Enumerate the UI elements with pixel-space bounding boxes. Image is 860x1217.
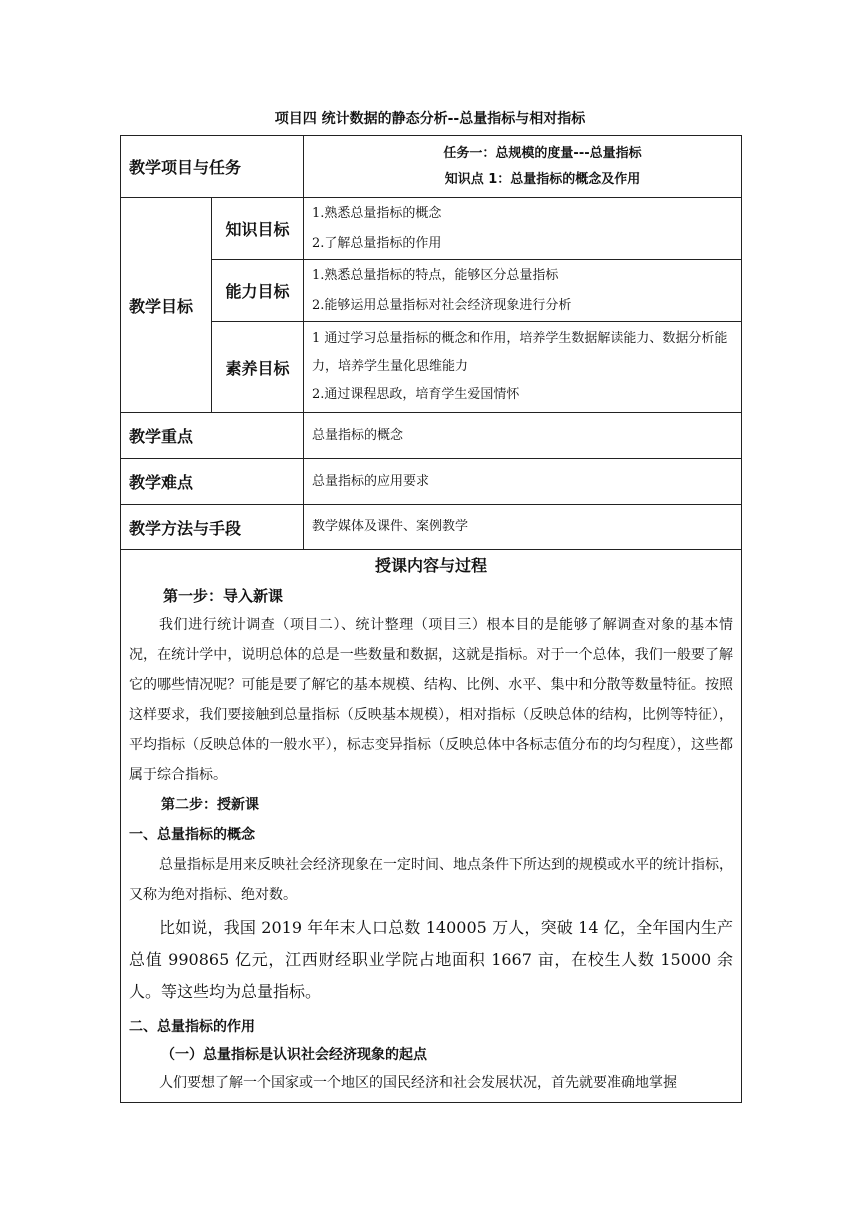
- ability-objective-cell: [304, 260, 742, 322]
- page-title: 项目四 统计数据的静态分析--总量指标与相对指标: [274, 111, 586, 127]
- step-one-heading: 第一步：导入新课: [163, 587, 284, 605]
- ability-objective-item: 1.熟悉总量指标的特点，能够区分总量指标: [312, 267, 559, 283]
- literacy-objective-label: 素养目标: [212, 322, 304, 413]
- knowledge-point-title: 知识点 1：总量指标的概念及作用: [444, 171, 641, 187]
- objectives-label: 教学目标: [121, 198, 212, 413]
- objective-ability-row: [121, 260, 742, 322]
- ability-objective-label: 能力目标: [212, 260, 304, 322]
- difficulty-label: 教学难点: [121, 459, 304, 505]
- content-cell: [121, 550, 742, 1103]
- key-point-value: 总量指标的概念: [304, 413, 742, 459]
- objective-literacy-row: [121, 322, 742, 413]
- knowledge-objective-label: 知识目标: [212, 198, 304, 260]
- objective-knowledge-row: [121, 198, 742, 260]
- methods-value: 教学媒体及课件、案例教学: [304, 505, 742, 550]
- section-one-paragraph: 总量指标是用来反映社会经济现象在一定时间、地点条件下所达到的规模或水平的统计指标，又称为绝对指标、绝对数。: [129, 857, 734, 903]
- section-one-heading: 一、总量指标的概念: [129, 827, 255, 843]
- section-two-subheading: （一）总量指标是认识社会经济现象的起点: [161, 1047, 427, 1063]
- ability-objective-item: 2.能够运用总量指标对社会经济现象进行分析: [312, 297, 572, 313]
- literacy-objective-cell: [304, 322, 742, 413]
- intro-paragraph: 我们进行统计调查（项目二）、统计整理（项目三）根本目的是能够了解调查对象的基本情况，在统计学中，说明总体的总是一些数量和数据，这就是指标。对于一个总体，我们一般要了解它的哪些情况呢？可能是要了解它的基本规模、结构、比例、水平、集中和分散等数量特征。按照这样要求，我们要接触到总量指标（反映基本规模），相对指标（反映总体的结构，比例等特征），平均指标（反映总体的一般水平），标志变异指标（反映总体中各标志值分布的均匀程度），这些都属于综合指标。: [129, 617, 734, 783]
- knowledge-objective-cell: [304, 198, 742, 260]
- task-row: [121, 136, 742, 198]
- key-point-label: 教学重点: [121, 413, 304, 459]
- knowledge-objective-item: 1.熟悉总量指标的概念: [312, 205, 442, 221]
- content-title: 授课内容与过程: [375, 556, 488, 575]
- content-row: [121, 550, 742, 1103]
- step-two-heading: 第二步：授新课: [161, 797, 259, 813]
- task-cell: [304, 136, 742, 198]
- difficulty-value: 总量指标的应用要求: [304, 459, 742, 505]
- task-label: 教学项目与任务: [121, 136, 304, 198]
- difficulty-row: [121, 459, 742, 505]
- example-paragraph: 比如说，我国 2019 年年末人口总数 140005 万人，突破 14 亿，全年国内生产总值 990865 亿元，江西财经职业学院占地面积 1667 亩，在校生人数 15000 余人。等这些均为总量指标。: [129, 918, 734, 1001]
- section-two-heading: 二、总量指标的作用: [129, 1019, 255, 1035]
- knowledge-objective-item: 2.了解总量指标的作用: [312, 235, 442, 251]
- task-title: 任务一：总规模的度量---总量指标: [443, 145, 642, 161]
- literacy-objective-item: 2.通过课程思政，培育学生爱国情怀: [312, 387, 520, 402]
- key-point-row: [121, 413, 742, 459]
- lesson-plan-table: [120, 135, 742, 1103]
- methods-label: 教学方法与手段: [121, 505, 304, 550]
- methods-row: [121, 505, 742, 550]
- section-two-paragraph: 人们要想了解一个国家或一个地区的国民经济和社会发展状况，首先就要准确地掌握: [159, 1075, 677, 1091]
- literacy-objective-item: 1 通过学习总量指标的概念和作用，培养学生数据解读能力、数据分析能力，培养学生量化思维能力: [312, 331, 728, 374]
